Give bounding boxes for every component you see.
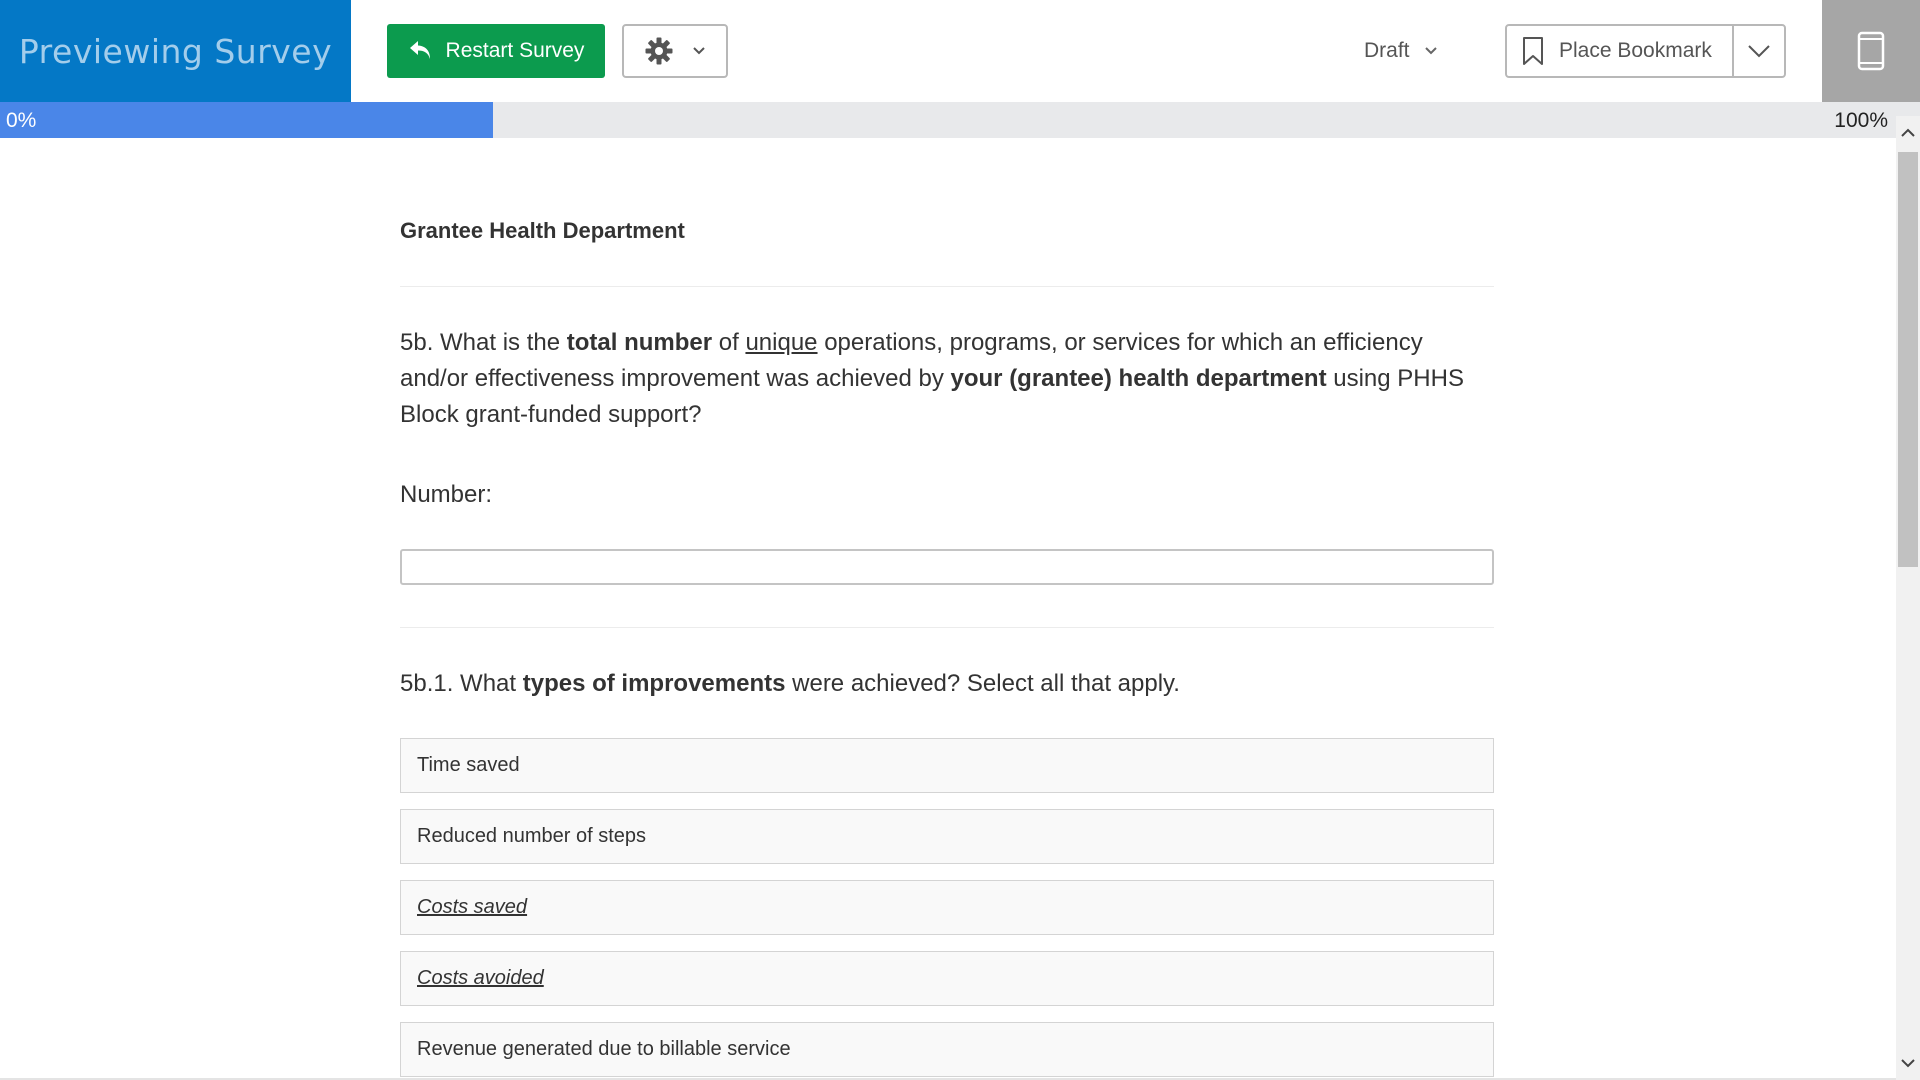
brand-title: Previewing Survey bbox=[18, 31, 333, 71]
place-bookmark-label: Place Bookmark bbox=[1559, 39, 1712, 62]
chevron-up-icon bbox=[1900, 128, 1916, 138]
q5b1-bold-types: types of improvements bbox=[522, 670, 786, 697]
mobile-device-icon bbox=[1857, 31, 1885, 71]
restart-survey-label: Restart Survey bbox=[445, 39, 585, 62]
progress-bar bbox=[0, 102, 1920, 138]
scrollbar-thumb[interactable] bbox=[1898, 152, 1918, 567]
choice-reduced-steps[interactable] bbox=[400, 809, 1494, 864]
question-5b-text bbox=[400, 325, 1494, 433]
q5b1-text-part: were achieved? Select all that apply. bbox=[785, 670, 1180, 697]
top-bar bbox=[0, 0, 1920, 102]
section-title: Grantee Health Department bbox=[400, 218, 685, 243]
choice-label: Time saved bbox=[417, 754, 520, 776]
progress-start-label: 0% bbox=[6, 109, 37, 132]
chevron-down-icon bbox=[692, 46, 706, 56]
q5b-text-part: of bbox=[712, 329, 746, 356]
choice-costs-avoided[interactable] bbox=[400, 951, 1494, 1006]
bookmark-icon bbox=[1521, 36, 1545, 66]
place-bookmark-button[interactable] bbox=[1507, 26, 1734, 76]
vertical-scrollbar[interactable] bbox=[1896, 116, 1920, 1080]
undo-arrow-icon bbox=[408, 38, 434, 64]
q5b-bold-total-number: total number bbox=[566, 329, 713, 356]
q5b1-text-part: 5b.1. What bbox=[400, 670, 523, 697]
scroll-up-button[interactable] bbox=[1896, 116, 1920, 150]
q5b-text-part: 5b. What is the bbox=[400, 329, 567, 356]
q5b-underlined-unique: unique bbox=[745, 329, 818, 356]
q5b-bold-health-department: your (grantee) health department bbox=[950, 365, 1327, 392]
chevron-down-icon bbox=[1900, 1058, 1916, 1068]
brand-panel bbox=[0, 0, 351, 102]
question-5b1-text bbox=[400, 666, 1494, 702]
draft-version-dropdown[interactable] bbox=[1364, 36, 1438, 66]
bookmark-menu-button[interactable] bbox=[1734, 26, 1784, 76]
choice-label: Costs saved bbox=[417, 896, 528, 918]
question-separator bbox=[400, 627, 1494, 628]
draft-label: Draft bbox=[1364, 39, 1410, 62]
bookmark-control bbox=[1505, 24, 1786, 78]
question-separator bbox=[400, 286, 1494, 287]
choice-label: Costs avoided bbox=[417, 967, 544, 989]
progress-end-label: 100% bbox=[1834, 109, 1888, 132]
choice-label: Reduced number of steps bbox=[417, 825, 647, 847]
choice-costs-saved[interactable] bbox=[400, 880, 1494, 935]
choice-revenue-generated[interactable] bbox=[400, 1022, 1494, 1077]
progress-bar-fill bbox=[0, 102, 493, 138]
restart-survey-button[interactable] bbox=[387, 24, 605, 78]
choice-list bbox=[400, 738, 1494, 1077]
number-field-label: Number: bbox=[400, 481, 493, 508]
q5b-text-part: operations, programs, or services for which an efficiency and/or effectiveness improvement was achieved by bbox=[400, 329, 1423, 392]
choice-label: Revenue generated due to billable service bbox=[417, 1038, 791, 1060]
scroll-down-button[interactable] bbox=[1896, 1046, 1920, 1080]
survey-content bbox=[400, 138, 1494, 1077]
choice-time-saved[interactable] bbox=[400, 738, 1494, 793]
chevron-down-icon bbox=[1747, 44, 1771, 58]
mobile-preview-toggle[interactable] bbox=[1822, 0, 1920, 102]
settings-dropdown-button[interactable] bbox=[622, 24, 728, 78]
gear-icon bbox=[644, 36, 674, 66]
q5b-text-part: using PHHS Block grant-funded support? bbox=[400, 365, 1464, 428]
chevron-down-icon bbox=[1424, 46, 1438, 56]
number-input[interactable] bbox=[400, 549, 1494, 585]
